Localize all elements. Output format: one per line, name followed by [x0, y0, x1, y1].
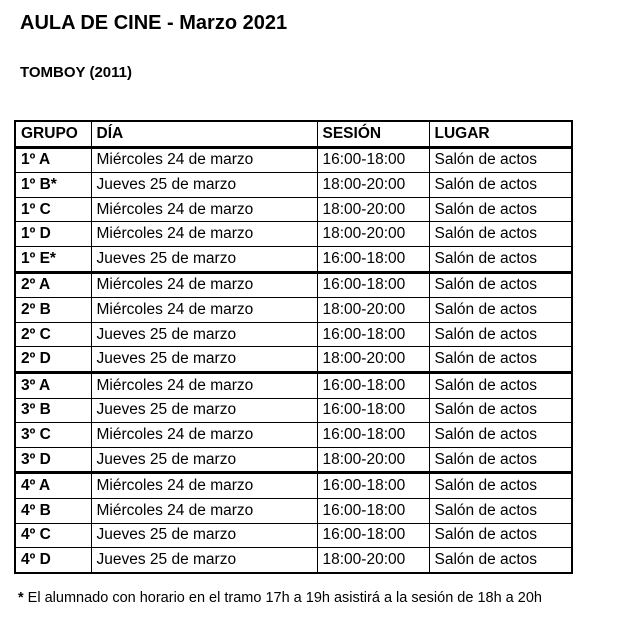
cell-grupo: 3º B — [15, 398, 91, 423]
cell-dia: Miércoles 24 de marzo — [91, 473, 317, 499]
cell-dia: Jueves 25 de marzo — [91, 173, 317, 198]
header-grupo: GRUPO — [15, 121, 91, 147]
cell-dia: Jueves 25 de marzo — [91, 447, 317, 473]
cell-grupo: 3º A — [15, 372, 91, 398]
cell-sesion: 16:00-18:00 — [317, 272, 429, 298]
table-row — [15, 498, 572, 523]
cell-lugar: Salón de actos — [429, 372, 572, 398]
cell-sesion: 16:00-18:00 — [317, 473, 429, 499]
cell-sesion: 18:00-20:00 — [317, 197, 429, 222]
cell-sesion: 16:00-18:00 — [317, 398, 429, 423]
table-row — [15, 423, 572, 448]
cell-dia: Miércoles 24 de marzo — [91, 498, 317, 523]
cell-grupo: 1º E* — [15, 246, 91, 272]
table-row — [15, 298, 572, 323]
cell-grupo: 2º C — [15, 322, 91, 347]
cell-sesion: 18:00-20:00 — [317, 347, 429, 373]
cell-dia: Miércoles 24 de marzo — [91, 272, 317, 298]
table-row — [15, 147, 572, 173]
table-row — [15, 548, 572, 573]
cell-lugar: Salón de actos — [429, 298, 572, 323]
table-row — [15, 447, 572, 473]
cell-dia: Jueves 25 de marzo — [91, 347, 317, 373]
cell-dia: Miércoles 24 de marzo — [91, 147, 317, 173]
cell-grupo: 1º A — [15, 147, 91, 173]
cell-lugar: Salón de actos — [429, 347, 572, 373]
cell-dia: Jueves 25 de marzo — [91, 548, 317, 573]
cell-grupo: 3º D — [15, 447, 91, 473]
cell-grupo: 4º B — [15, 498, 91, 523]
cell-sesion: 18:00-20:00 — [317, 548, 429, 573]
footnote-marker: * — [18, 590, 24, 606]
cell-sesion: 16:00-18:00 — [317, 423, 429, 448]
cell-lugar: Salón de actos — [429, 272, 572, 298]
table-row — [15, 523, 572, 548]
header-sesion: SESIÓN — [317, 121, 429, 147]
table-row — [15, 272, 572, 298]
cell-sesion: 18:00-20:00 — [317, 222, 429, 247]
cell-grupo: 2º A — [15, 272, 91, 298]
cell-dia: Miércoles 24 de marzo — [91, 222, 317, 247]
cell-sesion: 16:00-18:00 — [317, 523, 429, 548]
table-row — [15, 173, 572, 198]
schedule-table — [14, 120, 573, 574]
cell-sesion: 16:00-18:00 — [317, 372, 429, 398]
cell-sesion: 18:00-20:00 — [317, 298, 429, 323]
table-header-row — [15, 121, 572, 147]
cell-sesion: 18:00-20:00 — [317, 447, 429, 473]
cell-lugar: Salón de actos — [429, 322, 572, 347]
table-row — [15, 347, 572, 373]
cell-grupo: 1º B* — [15, 173, 91, 198]
cell-dia: Jueves 25 de marzo — [91, 398, 317, 423]
footnote — [18, 590, 542, 606]
cell-lugar: Salón de actos — [429, 246, 572, 272]
cell-sesion: 16:00-18:00 — [317, 322, 429, 347]
cell-grupo: 4º A — [15, 473, 91, 499]
cell-lugar: Salón de actos — [429, 447, 572, 473]
table-row — [15, 473, 572, 499]
film-title: TOMBOY (2011) — [20, 64, 132, 81]
cell-sesion: 16:00-18:00 — [317, 147, 429, 173]
header-dia: DÍA — [91, 121, 317, 147]
cell-dia: Miércoles 24 de marzo — [91, 298, 317, 323]
table-row — [15, 398, 572, 423]
table-row — [15, 197, 572, 222]
cell-lugar: Salón de actos — [429, 548, 572, 573]
cell-lugar: Salón de actos — [429, 173, 572, 198]
header-lugar: LUGAR — [429, 121, 572, 147]
cell-lugar: Salón de actos — [429, 197, 572, 222]
cell-sesion: 16:00-18:00 — [317, 246, 429, 272]
cell-grupo: 3º C — [15, 423, 91, 448]
table-row — [15, 322, 572, 347]
cell-dia: Jueves 25 de marzo — [91, 246, 317, 272]
footnote-text: El alumnado con horario en el tramo 17h a 19h asistirá a la sesión de 18h a 20h — [23, 590, 542, 606]
cell-dia: Miércoles 24 de marzo — [91, 197, 317, 222]
cell-grupo: 1º C — [15, 197, 91, 222]
cell-grupo: 4º C — [15, 523, 91, 548]
cell-grupo: 2º D — [15, 347, 91, 373]
cell-grupo: 4º D — [15, 548, 91, 573]
table-row — [15, 246, 572, 272]
cell-lugar: Salón de actos — [429, 498, 572, 523]
cell-dia: Jueves 25 de marzo — [91, 523, 317, 548]
cell-lugar: Salón de actos — [429, 473, 572, 499]
table-row — [15, 372, 572, 398]
cell-lugar: Salón de actos — [429, 147, 572, 173]
cell-grupo: 1º D — [15, 222, 91, 247]
cell-dia: Miércoles 24 de marzo — [91, 423, 317, 448]
cell-dia: Jueves 25 de marzo — [91, 322, 317, 347]
cell-dia: Miércoles 24 de marzo — [91, 372, 317, 398]
cell-lugar: Salón de actos — [429, 423, 572, 448]
cell-lugar: Salón de actos — [429, 398, 572, 423]
cell-sesion: 16:00-18:00 — [317, 498, 429, 523]
table-body — [15, 147, 572, 573]
page-title: AULA DE CINE - Marzo 2021 — [20, 12, 288, 34]
cell-grupo: 2º B — [15, 298, 91, 323]
cell-lugar: Salón de actos — [429, 523, 572, 548]
cell-lugar: Salón de actos — [429, 222, 572, 247]
table-row — [15, 222, 572, 247]
cell-sesion: 18:00-20:00 — [317, 173, 429, 198]
